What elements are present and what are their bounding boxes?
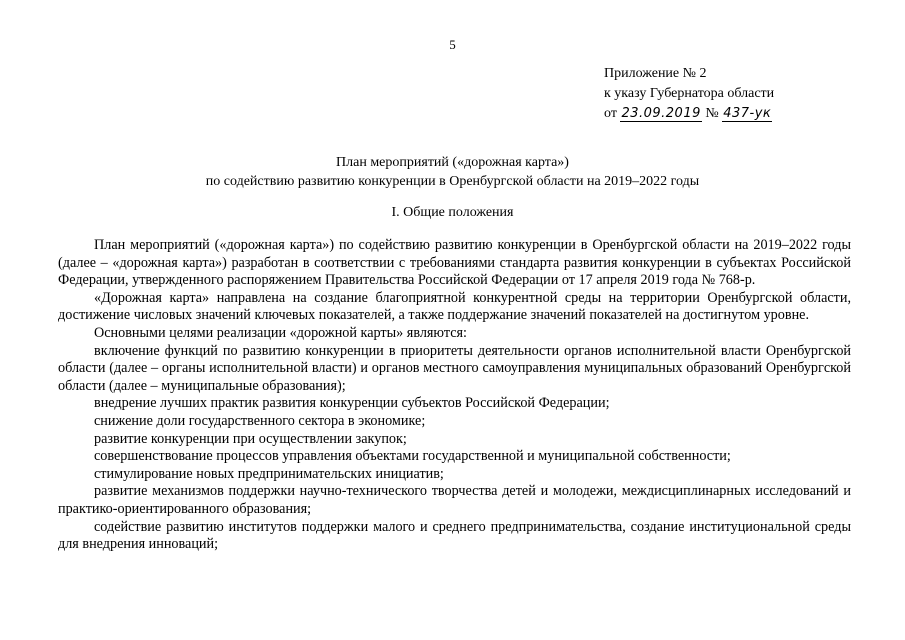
page-number: 5 (449, 37, 456, 52)
decree-date: 23.09.2019 (621, 106, 701, 121)
paragraph: План мероприятий («дорожная карта») по содействию развитию конкуренции в Оренбургской области на 2019–2022 годы (далее – «дорожная карта») разработан в соответствии с требованиями стандарта развития конкуренции в субъектах Российской Федерации, утвержденного распоряжением Правительства Российской Федерации от 17 апреля 2019 года № 768-р. (58, 237, 851, 289)
number-label: № (705, 106, 719, 121)
document-title-line-1: План мероприятий («дорожная карта») (336, 155, 569, 170)
from-label: от (604, 106, 617, 121)
list-item: внедрение лучших практик развития конкуренции субъектов Российской Федерации; (94, 395, 610, 412)
decree-number: 437-ук (723, 106, 772, 121)
list-item: включение функций по развитию конкуренции в приоритеты деятельности органов исполнительной власти Оренбургской области (далее – органы исполнительной власти) и органов местного самоуправления муниципальных образований Оренбургской области (далее – муниципальные образования); (58, 342, 851, 394)
appendix-block (604, 64, 774, 124)
appendix-reference: к указу Губернатора области (604, 86, 775, 101)
section-heading: I. Общие положения (391, 205, 514, 220)
list-item: стимулирование новых предпринимательских инициатив; (94, 465, 444, 482)
list-item: развитие механизмов поддержки научно-технического творчества детей и молодежи, междисциплинарных исследований и практико-ориентированного образования; (58, 483, 851, 517)
list-item: содействие развитию институтов поддержки малого и среднего предпринимательства, создание институциональной среды для внедрения инноваций; (58, 518, 851, 553)
paragraph: «Дорожная карта» направлена на создание благоприятной конкурентной среды на территории Оренбургской области, достижение числовых значений ключевых показателей, а также поддержание значений показателей на достигнутом уровне. (58, 289, 851, 324)
document-title-line-2: по содействию развитию конкуренции в Оренбургской области на 2019–2022 годы (205, 174, 700, 189)
paragraph: Основными целями реализации «дорожной карты» являются: (94, 324, 467, 341)
document-body (58, 237, 851, 554)
list-item: совершенствование процессов управления объектами государственной и муниципальной собственности; (94, 448, 731, 465)
appendix-date-line (604, 104, 774, 124)
list-item: снижение доли государственного сектора в экономике; (94, 412, 426, 429)
appendix-title: Приложение № 2 (604, 66, 707, 81)
list-item: развитие конкуренции при осуществлении закупок; (94, 430, 407, 447)
